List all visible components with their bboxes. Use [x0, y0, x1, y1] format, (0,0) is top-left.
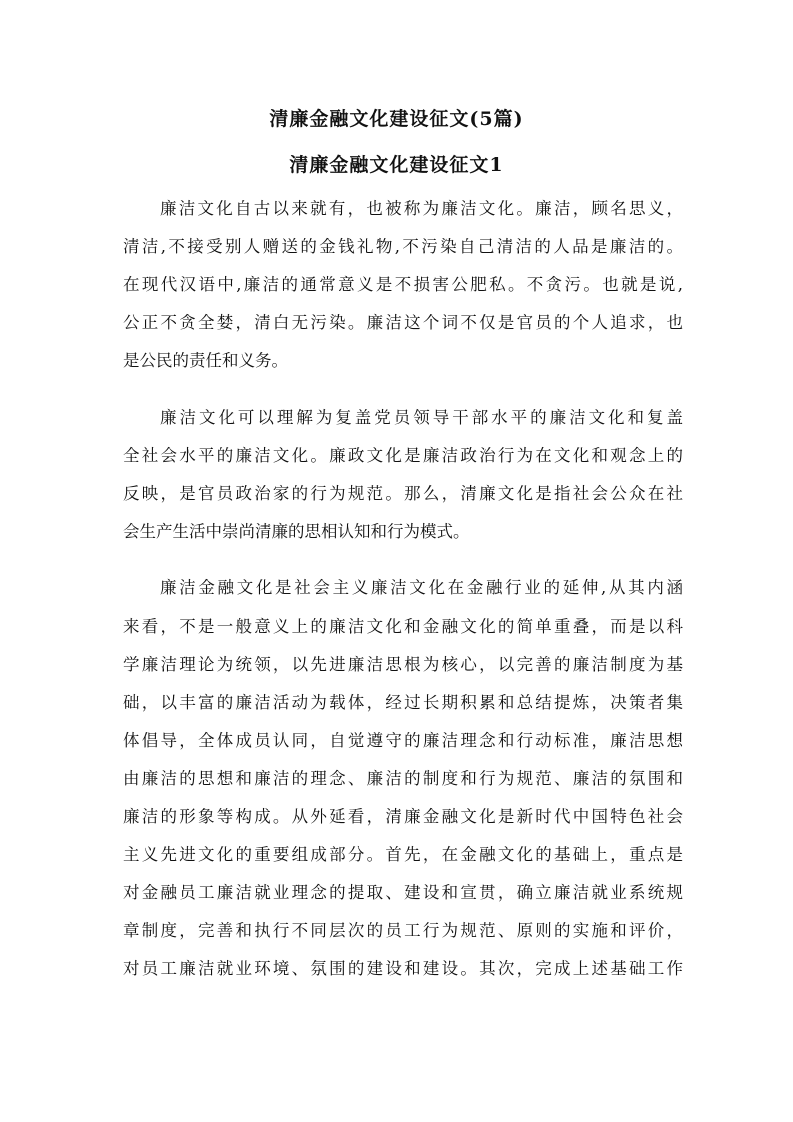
paragraph-line: 廉洁金融文化是社会主义廉洁文化在金融行业的延伸,从其内涵 [160, 578, 683, 597]
paragraph-line: 会生产生活中崇尚清廉的思相认知和行为模式。 [123, 522, 470, 541]
document-title: 清廉金融文化建设征文(5篇) [269, 108, 524, 130]
paragraph-line: 由廉洁的思想和廉洁的理念、廉洁的制度和行为规范、廉洁的氛围和 [123, 769, 683, 788]
paragraph-line: 学廉洁理论为统领，以先进廉洁思根为核心，以完善的廉洁制度为基 [123, 655, 683, 674]
paragraph-line: 清洁,不接受别人赠送的金钱礼物,不污染自己清洁的人品是廉洁的。 [123, 237, 683, 256]
section-title: 清廉金融文化建设征文1 [289, 154, 504, 176]
paragraph-line: 公正不贪全婪，清白无污染。廉洁这个词不仅是官员的个人追求，也 [123, 313, 683, 332]
paragraph-line: 廉洁文化自古以来就有，也被称为廉洁文化。廉洁，顾名思义， [160, 199, 683, 218]
paragraph-line: 是公民的责任和义务。 [123, 351, 288, 370]
paragraph-line: 反映，是官员政治家的行为规范。那么，清廉文化是指社会公众在社 [123, 484, 683, 503]
paragraph-line: 对金融员工廉洁就业理念的提取、建设和宣贯，确立廉洁就业系统规 [123, 883, 683, 902]
paragraph-line: 在现代汉语中,廉洁的通常意义是不损害公肥私。不贪污。也就是说, [123, 275, 683, 294]
paragraph-line: 章制度，完善和执行不同层次的员工行为规范、原则的实施和评价， [123, 921, 683, 940]
paragraph-line: 廉洁文化可以理解为复盖党员领导干部水平的廉洁文化和复盖 [160, 408, 683, 427]
paragraph-line: 全社会水平的廉洁文化。廉政文化是廉洁政治行为在文化和观念上的 [123, 446, 683, 465]
paragraph-line: 础，以丰富的廉洁活动为载体，经过长期积累和总结提炼，决策者集 [123, 693, 683, 712]
paragraph-line: 廉洁的形象等构成。从外延看，清廉金融文化是新时代中国特色社会 [123, 807, 683, 826]
paragraph-line: 主义先进文化的重要组成部分。首先，在金融文化的基础上，重点是 [123, 845, 683, 864]
paragraph-line: 对员工廉洁就业环境、氛围的建设和建设。其次，完成上述基础工作 [123, 959, 683, 978]
paragraph-line: 来看，不是一般意义上的廉洁文化和金融文化的简单重叠，而是以科 [123, 617, 683, 636]
paragraph-line: 体倡导，全体成员认同，自觉遵守的廉洁理念和行动标准，廉洁思想 [123, 731, 683, 750]
